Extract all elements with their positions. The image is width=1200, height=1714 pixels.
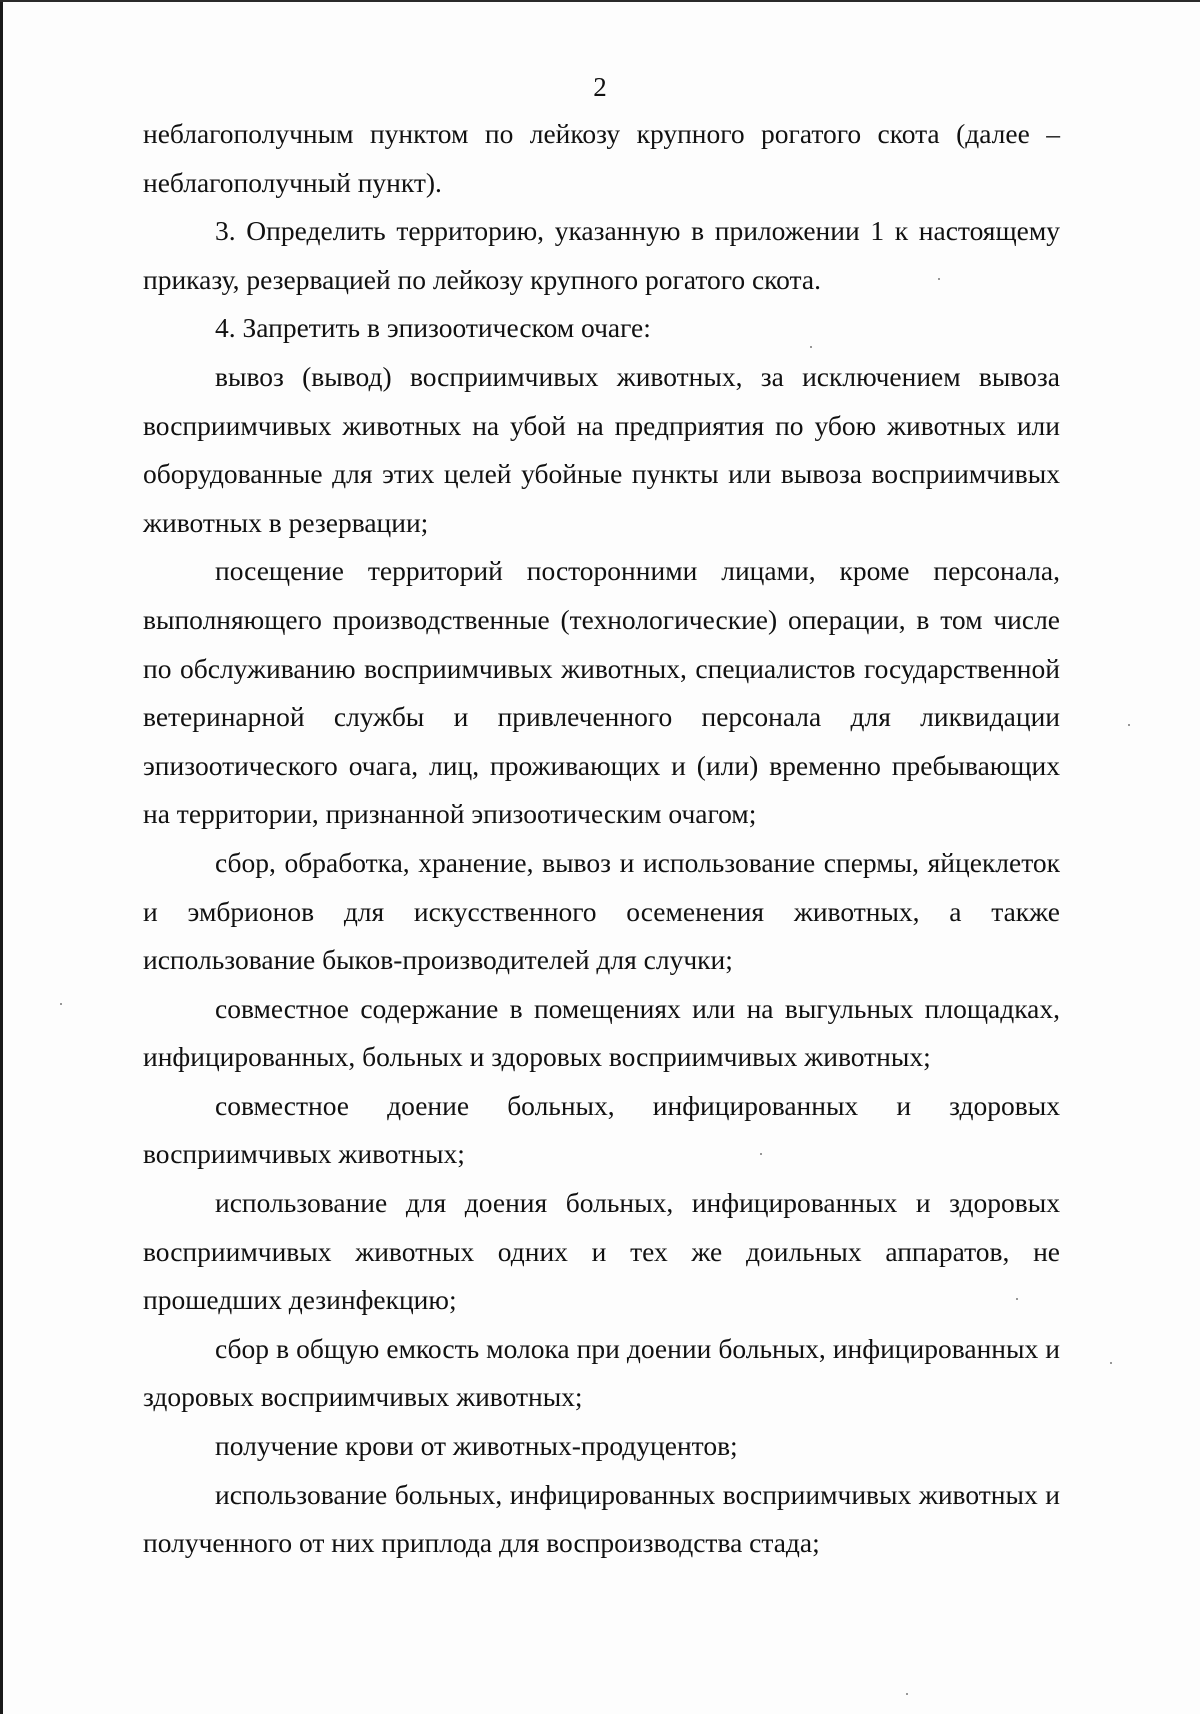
scan-speck <box>1110 1362 1112 1364</box>
scan-speck <box>810 346 812 348</box>
paragraph-continuation: неблагополучным пунктом по лейкозу крупного рогатого скота (далее – неблагополучный пункт). <box>143 118 1060 198</box>
paragraph-breeding: использование больных, инфицированных восприимчивых животных и полученного от них приплода для воспроизводства стада; <box>143 1478 1060 1559</box>
scan-speck <box>1128 724 1130 726</box>
paragraph-blood: получение крови от животных-продуцентов; <box>215 1430 738 1462</box>
paragraph-item-3: 3. Определить территорию, указанную в приложении 1 к настоящему приказу, резервацией по лейкозу крупного рогатого скота. <box>143 215 1060 295</box>
scan-speck <box>1016 1298 1018 1300</box>
page-number: 2 <box>593 72 607 102</box>
paragraph-milk-collection: сбор в общую емкость молока при доении больных, инфицированных и здоровых восприимчивых животных; <box>143 1332 1060 1413</box>
paragraph-sperm: сбор, обработка, хранение, вывоз и использование спермы, яйцеклеток и эмбрионов для искусственного осеменения животных, а также использование быков-производителей для случки; <box>143 846 1060 976</box>
scan-edge-top <box>0 0 1200 2</box>
paragraph-item-4: 4. Запретить в эпизоотическом очаге: <box>215 312 651 344</box>
paragraph-removal: вывоз (вывод) восприимчивых животных, за исключением вывоза восприимчивых животных на убой на предприятия по убою животных или оборудованные для этих целей убойные пункты или вывоза восприимчивых животных в резервации; <box>143 360 1060 538</box>
paragraph-joint-keeping: совместное содержание в помещениях или на выгульных площадках, инфицированных, больных и здоровых восприимчивых животных; <box>143 992 1060 1073</box>
scan-speck <box>938 278 940 280</box>
scan-speck <box>760 1153 762 1155</box>
paragraph-visits: посещение территорий посторонними лицами, кроме персонала, выполняющего производственные (технологические) операции, в том числе по обслуживанию восприимчивых животных, специалистов государственной ветеринарной службы и привлеченного персонала для ликвидации эпизоотического очага, лиц, проживающих и (или) временно пребывающих на территории, признанной эпизоотическим очагом; <box>143 555 1060 830</box>
paragraph-milking-apparatus: использование для доения больных, инфицированных и здоровых восприимчивых животных одних и тех же доильных аппаратов, не прошедших дезинфекцию; <box>143 1187 1060 1316</box>
document-body <box>143 110 1060 1568</box>
scan-edge-left <box>0 0 3 1714</box>
paragraph-joint-milking: совместное доение больных, инфицированных и здоровых восприимчивых животных; <box>143 1089 1060 1170</box>
scan-speck <box>906 1693 908 1695</box>
scan-speck <box>60 1003 62 1005</box>
